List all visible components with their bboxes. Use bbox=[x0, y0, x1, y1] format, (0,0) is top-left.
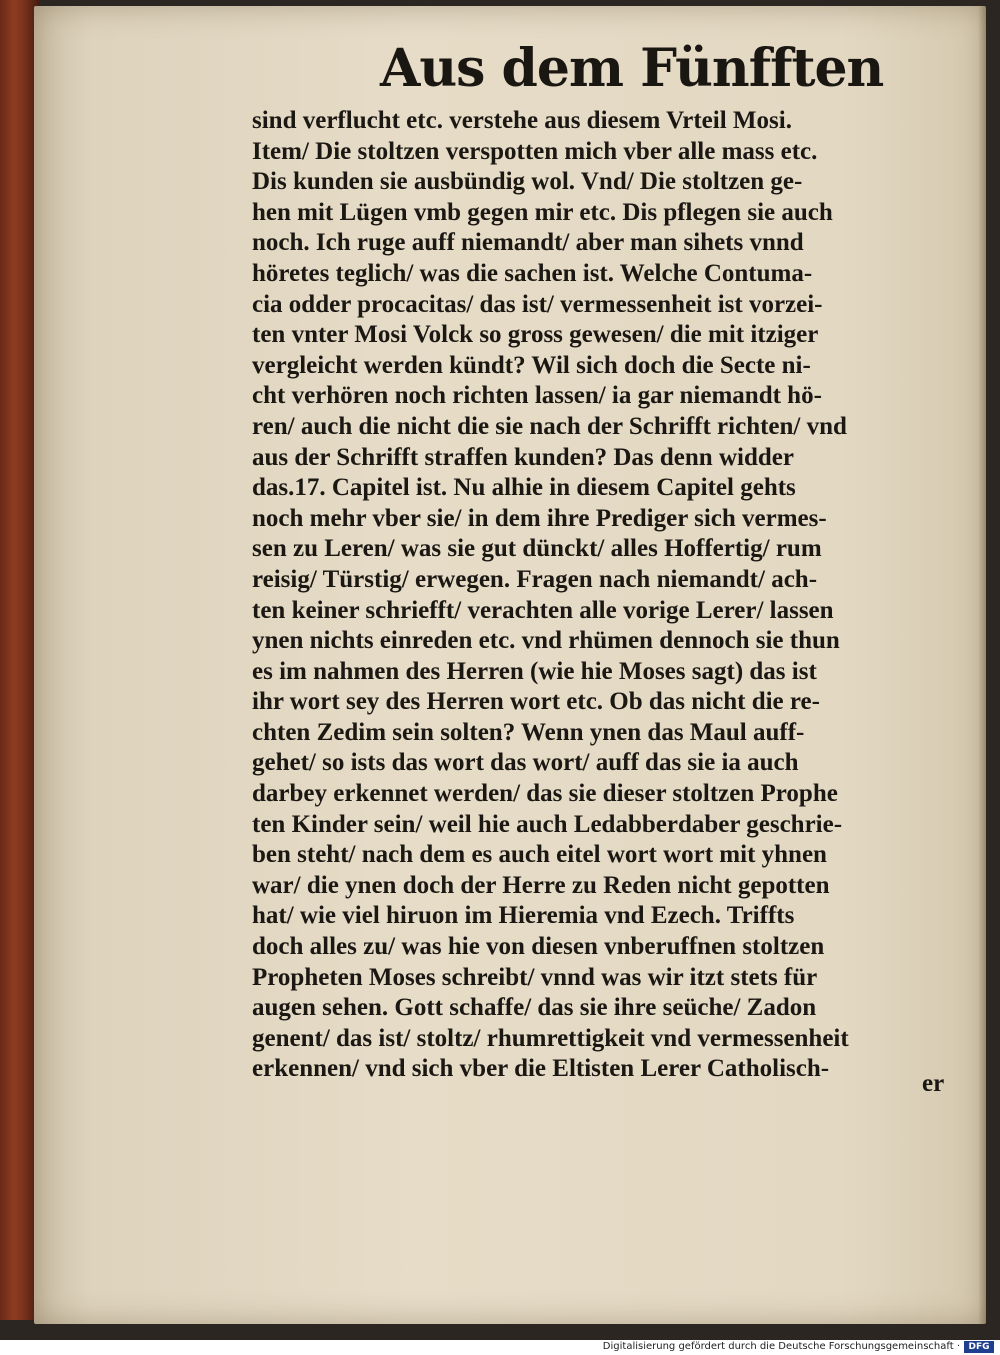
footer-bar bbox=[0, 1340, 1000, 1355]
text-line: ten keiner schriefft/ verachten alle vorige Lerer/ lassen bbox=[252, 596, 834, 624]
text-line: ten vnter Mosi Volck so gross gewesen/ die mit itziger bbox=[252, 321, 819, 349]
text-line: Item/ Die stoltzen verspotten mich vber alle mass etc. bbox=[252, 137, 818, 165]
text-line: ynen nichts einreden etc. vnd rhümen dennoch sie thun bbox=[252, 627, 840, 655]
footer-credit: Digitalisierung gefördert durch die Deutsche Forschungsgemeinschaft · bbox=[602, 1341, 960, 1352]
text-line: noch mehr vber sie/ in dem ihre Prediger sich vermes- bbox=[252, 504, 827, 532]
text-line: darbey erkennet werden/ das sie dieser stoltzen Prophe bbox=[252, 780, 838, 808]
text-line: war/ die ynen doch der Herre zu Reden nicht gepotten bbox=[252, 871, 830, 899]
text-line: chten Zedim sein solten? Wenn ynen das Maul auff- bbox=[252, 718, 805, 746]
text-line: sen zu Leren/ was sie gut dünckt/ alles Hoffertig/ rum bbox=[252, 535, 822, 563]
text-line: erkennen/ vnd sich vber die Eltisten Lerer Catholisch- bbox=[252, 1055, 830, 1083]
text-line: reisig/ Türstig/ erwegen. Fragen nach niemandt/ ach- bbox=[252, 565, 818, 593]
text-line: Propheten Moses schreibt/ vnnd was wir itzt stets für bbox=[252, 963, 818, 991]
body-text bbox=[252, 106, 952, 1085]
catchword: er bbox=[922, 1070, 945, 1097]
text-line: hen mit Lügen vmb gegen mir etc. Dis pflegen sie auch bbox=[252, 198, 833, 226]
text-line: cht verhören noch richten lassen/ ia gar niemandt hö- bbox=[252, 382, 822, 410]
text-line: ihr wort sey des Herren wort etc. Ob das nicht die re- bbox=[252, 688, 820, 716]
text-line: ben steht/ nach dem es auch eitel wort wort mit yhnen bbox=[252, 841, 827, 869]
text-line: cia odder procacitas/ das ist/ vermessenheit ist vorzei- bbox=[252, 290, 823, 318]
text-line: genent/ das ist/ stoltz/ rhumrettigkeit vnd vermessenheit bbox=[252, 1024, 849, 1052]
text-line: gehet/ so ists das wort das wort/ auff das sie ia auch bbox=[252, 749, 799, 777]
text-line: noch. Ich ruge auff niemandt/ aber man sihets vnnd bbox=[252, 229, 804, 257]
text-line: augen sehen. Gott schaffe/ das sie ihre seüche/ Zadon bbox=[252, 994, 817, 1022]
page-heading: Aus dem Fünfften bbox=[380, 38, 884, 99]
dfg-logo: DFG bbox=[964, 1341, 994, 1353]
text-line: vergleicht werden kündt? Wil sich doch die Secte ni- bbox=[252, 351, 811, 379]
text-line: hat/ wie viel hiruon im Hieremia vnd Ezech. Triffts bbox=[252, 902, 795, 930]
text-line: ren/ auch die nicht die sie nach der Schrifft richten/ vnd bbox=[252, 412, 847, 440]
text-line: das.17. Capitel ist. Nu alhie in diesem Capitel gehts bbox=[252, 474, 796, 502]
text-line: aus der Schrifft straffen kunden? Das denn widder bbox=[252, 443, 794, 471]
text-line: es im nahmen des Herren (wie hie Moses sagt) das ist bbox=[252, 657, 817, 685]
page-edge-shadow bbox=[978, 6, 986, 1324]
text-line: höretes teglich/ was die sachen ist. Welche Contuma- bbox=[252, 259, 813, 287]
text-line: ten Kinder sein/ weil hie auch Ledabberdaber geschrie- bbox=[252, 810, 843, 838]
text-line: doch alles zu/ was hie von diesen vnberuffnen stoltzen bbox=[252, 933, 825, 961]
text-line: sind verflucht etc. verstehe aus diesem Vrteil Mosi. bbox=[252, 107, 792, 134]
text-line: Dis kunden sie ausbündig wol. Vnd/ Die stoltzen ge- bbox=[252, 168, 803, 196]
